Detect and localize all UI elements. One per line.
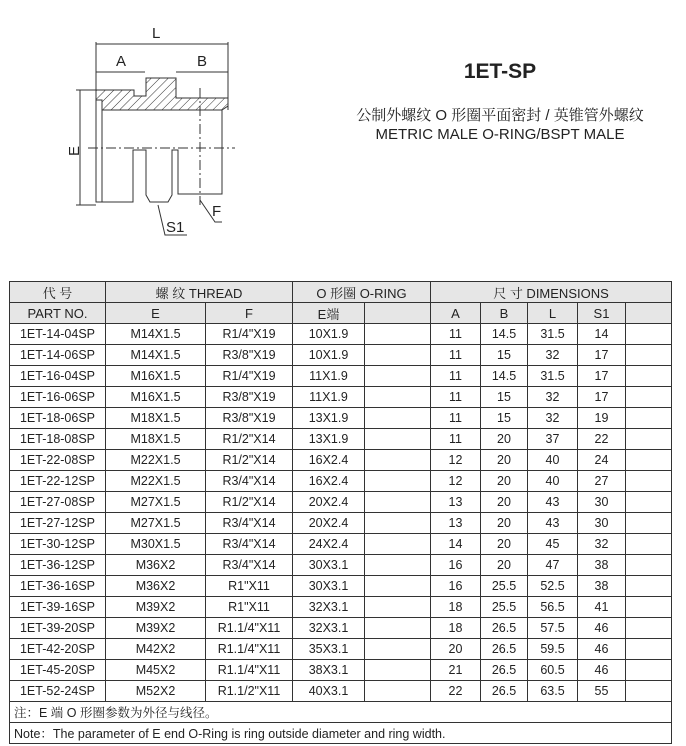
table-cell: R3/4"X14 <box>206 471 293 492</box>
table-cell: M22X1.5 <box>106 471 206 492</box>
table-cell: 20 <box>481 471 528 492</box>
note-row <box>10 702 672 723</box>
table-row <box>10 345 672 366</box>
table-cell: 59.5 <box>528 639 578 660</box>
column-header: E端 <box>293 303 365 324</box>
table-cell: 22 <box>578 429 626 450</box>
table-cell: R1.1/4"X11 <box>206 618 293 639</box>
column-header <box>365 303 431 324</box>
table-cell <box>365 513 431 534</box>
table-cell <box>626 597 672 618</box>
table-row <box>10 639 672 660</box>
column-header: S1 <box>578 303 626 324</box>
table-cell: 11 <box>431 345 481 366</box>
table-cell: 32 <box>528 387 578 408</box>
table-cell: R3/8"X19 <box>206 345 293 366</box>
table-cell: 1ET-30-12SP <box>10 534 106 555</box>
table-cell <box>365 429 431 450</box>
table-cell: 14 <box>431 534 481 555</box>
column-header: F <box>206 303 293 324</box>
dim-A-label: A <box>116 53 127 70</box>
table-cell: 15 <box>481 408 528 429</box>
table-row <box>10 681 672 702</box>
column-header: B <box>481 303 528 324</box>
table-cell <box>626 681 672 702</box>
table-cell: 32 <box>528 408 578 429</box>
table-cell: 19 <box>578 408 626 429</box>
table-cell: 11 <box>431 408 481 429</box>
table-cell <box>365 408 431 429</box>
table-cell: 26.5 <box>481 681 528 702</box>
table-cell: 12 <box>431 450 481 471</box>
table-cell: 26.5 <box>481 660 528 681</box>
table-cell: R1/2"X14 <box>206 450 293 471</box>
table-cell: 10X1.9 <box>293 324 365 345</box>
table-cell <box>626 387 672 408</box>
table-cell: R1.1/2"X11 <box>206 681 293 702</box>
dim-S1-label: S1 <box>166 219 185 236</box>
table-row <box>10 324 672 345</box>
table-cell <box>626 534 672 555</box>
table-cell: 20 <box>431 639 481 660</box>
table-cell: R1/4"X19 <box>206 366 293 387</box>
table-cell: 32X3.1 <box>293 618 365 639</box>
table-cell: 30X3.1 <box>293 555 365 576</box>
table-cell: 1ET-39-16SP <box>10 597 106 618</box>
table-cell <box>365 366 431 387</box>
table-cell: 40 <box>528 450 578 471</box>
table-cell: 13X1.9 <box>293 408 365 429</box>
table-cell: 11X1.9 <box>293 387 365 408</box>
table-cell: R3/4"X14 <box>206 555 293 576</box>
table-cell: 11 <box>431 366 481 387</box>
table-cell: M14X1.5 <box>106 324 206 345</box>
table-cell <box>626 513 672 534</box>
table-cell: 11X1.9 <box>293 366 365 387</box>
table-cell <box>626 576 672 597</box>
table-row <box>10 366 672 387</box>
table-cell: R3/8"X19 <box>206 408 293 429</box>
column-header <box>626 303 672 324</box>
header-oring: O 形圈 O-RING <box>293 282 431 303</box>
table-cell: 47 <box>528 555 578 576</box>
table-cell: R1.1/4"X11 <box>206 639 293 660</box>
table-cell: 46 <box>578 639 626 660</box>
table-cell: 1ET-14-04SP <box>10 324 106 345</box>
column-header: L <box>528 303 578 324</box>
table-cell: R3/4"X14 <box>206 534 293 555</box>
header-part: 代 号 <box>10 282 106 303</box>
table-cell: M18X1.5 <box>106 429 206 450</box>
table-cell: 1ET-14-06SP <box>10 345 106 366</box>
table-cell: 11 <box>431 324 481 345</box>
table-cell: 24X2.4 <box>293 534 365 555</box>
table-cell: M36X2 <box>106 576 206 597</box>
table-cell: 17 <box>578 387 626 408</box>
table-cell <box>626 429 672 450</box>
table-cell: M22X1.5 <box>106 450 206 471</box>
table-cell: M45X2 <box>106 660 206 681</box>
table-cell: 18 <box>431 597 481 618</box>
table-cell: 46 <box>578 618 626 639</box>
table-cell: 20 <box>481 534 528 555</box>
table-row <box>10 408 672 429</box>
table-cell: 55 <box>578 681 626 702</box>
table-cell: M52X2 <box>106 681 206 702</box>
table-cell <box>365 660 431 681</box>
table-cell: 12 <box>431 471 481 492</box>
table-cell: R1/2"X14 <box>206 492 293 513</box>
table-row <box>10 597 672 618</box>
table-cell: M27X1.5 <box>106 492 206 513</box>
table-cell: 13X1.9 <box>293 429 365 450</box>
table-row <box>10 618 672 639</box>
table-cell: M30X1.5 <box>106 534 206 555</box>
table-cell: 31.5 <box>528 324 578 345</box>
table-cell: 11 <box>431 429 481 450</box>
table-cell: 27 <box>578 471 626 492</box>
table-cell <box>365 618 431 639</box>
table-cell: 40 <box>528 471 578 492</box>
table-cell: 46 <box>578 660 626 681</box>
table-cell: 32X3.1 <box>293 597 365 618</box>
table-cell: 24 <box>578 450 626 471</box>
table-cell <box>365 534 431 555</box>
table-cell <box>365 345 431 366</box>
table-cell: R3/4"X14 <box>206 513 293 534</box>
table-cell: 31.5 <box>528 366 578 387</box>
table-cell: 1ET-16-06SP <box>10 387 106 408</box>
table-cell <box>365 324 431 345</box>
table-cell: 22 <box>431 681 481 702</box>
table-cell: 20X2.4 <box>293 492 365 513</box>
product-name-cn: 公制外螺纹 O 形圈平面密封 / 英锥管外螺纹 <box>356 107 644 124</box>
table-cell: 16 <box>431 576 481 597</box>
table-cell: 13 <box>431 513 481 534</box>
dim-L-label: L <box>152 25 161 42</box>
table-cell <box>365 555 431 576</box>
table-cell: M16X1.5 <box>106 387 206 408</box>
table-cell: 30 <box>578 513 626 534</box>
table-cell: M27X1.5 <box>106 513 206 534</box>
table-cell <box>365 492 431 513</box>
table-cell: 56.5 <box>528 597 578 618</box>
table-cell <box>626 555 672 576</box>
table-cell: 32 <box>528 345 578 366</box>
table-cell: 17 <box>578 345 626 366</box>
table-cell <box>626 324 672 345</box>
table-cell: 26.5 <box>481 639 528 660</box>
table-cell: 25.5 <box>481 597 528 618</box>
table-cell: R1/4"X19 <box>206 324 293 345</box>
table-cell: 20 <box>481 492 528 513</box>
header-thread: 螺 纹 THREAD <box>106 282 293 303</box>
table-cell: R3/8"X19 <box>206 387 293 408</box>
table-cell: 38 <box>578 555 626 576</box>
table-cell: 40X3.1 <box>293 681 365 702</box>
table-cell <box>365 450 431 471</box>
table-cell: 1ET-22-12SP <box>10 471 106 492</box>
table-cell: 16 <box>431 555 481 576</box>
table-cell <box>626 450 672 471</box>
table-cell: 25.5 <box>481 576 528 597</box>
group-header-row <box>10 282 672 303</box>
table-cell: 43 <box>528 492 578 513</box>
table-cell: 14.5 <box>481 366 528 387</box>
table-cell: 14 <box>578 324 626 345</box>
table-cell: M39X2 <box>106 597 206 618</box>
table-cell: 26.5 <box>481 618 528 639</box>
table-cell: R1.1/4"X11 <box>206 660 293 681</box>
table-cell: 10X1.9 <box>293 345 365 366</box>
table-cell: 45 <box>528 534 578 555</box>
table-cell: 1ET-39-20SP <box>10 618 106 639</box>
table-cell <box>365 681 431 702</box>
table-cell <box>626 408 672 429</box>
table-cell: 30 <box>578 492 626 513</box>
table-cell: 38 <box>578 576 626 597</box>
table-cell: M42X2 <box>106 639 206 660</box>
table-cell: 35X3.1 <box>293 639 365 660</box>
table-cell: 43 <box>528 513 578 534</box>
table-cell <box>365 471 431 492</box>
table-cell: 41 <box>578 597 626 618</box>
table-row <box>10 450 672 471</box>
table-cell <box>626 471 672 492</box>
table-cell: 11 <box>431 387 481 408</box>
spec-table <box>9 281 672 744</box>
table-cell <box>626 366 672 387</box>
table-cell <box>626 639 672 660</box>
column-header: A <box>431 303 481 324</box>
table-cell: 14.5 <box>481 324 528 345</box>
table-cell: M18X1.5 <box>106 408 206 429</box>
product-name-en: METRIC MALE O-RING/BSPT MALE <box>375 126 625 143</box>
table-cell: 20 <box>481 513 528 534</box>
table-cell: M16X1.5 <box>106 366 206 387</box>
table-cell: 1ET-36-16SP <box>10 576 106 597</box>
table-cell <box>365 576 431 597</box>
table-cell: R1"X11 <box>206 597 293 618</box>
table-cell <box>365 639 431 660</box>
table-cell: 1ET-16-04SP <box>10 366 106 387</box>
table-cell: 20 <box>481 555 528 576</box>
dim-E-label: E <box>66 145 83 156</box>
table-cell: 1ET-27-08SP <box>10 492 106 513</box>
table-cell: 20 <box>481 429 528 450</box>
table-cell: 15 <box>481 345 528 366</box>
header-dimensions: 尺 寸 DIMENSIONS <box>431 282 672 303</box>
table-cell <box>626 660 672 681</box>
table-cell: 32 <box>578 534 626 555</box>
table-row <box>10 471 672 492</box>
table-cell: 1ET-52-24SP <box>10 681 106 702</box>
table-cell <box>626 618 672 639</box>
fitting-drawing <box>40 10 240 236</box>
sub-header-row <box>10 303 672 324</box>
table-cell: 37 <box>528 429 578 450</box>
table-cell: 16X2.4 <box>293 471 365 492</box>
table-cell <box>626 492 672 513</box>
table-cell: 60.5 <box>528 660 578 681</box>
table-cell: 1ET-18-06SP <box>10 408 106 429</box>
table-cell: 1ET-22-08SP <box>10 450 106 471</box>
table-cell: 15 <box>481 387 528 408</box>
dim-B-label: B <box>197 53 208 70</box>
note-text: 注：E 端 O 形圈参数为外径与线径。 <box>10 702 672 723</box>
table-cell: M14X1.5 <box>106 345 206 366</box>
table-cell: 1ET-18-08SP <box>10 429 106 450</box>
table-cell: R1"X11 <box>206 576 293 597</box>
table-cell: 1ET-36-12SP <box>10 555 106 576</box>
table-cell <box>365 597 431 618</box>
dim-F-label: F <box>212 203 222 220</box>
table-cell: 38X3.1 <box>293 660 365 681</box>
table-cell <box>365 387 431 408</box>
table-row <box>10 492 672 513</box>
table-cell: 13 <box>431 492 481 513</box>
table-cell: 18 <box>431 618 481 639</box>
table-cell: R1/2"X14 <box>206 429 293 450</box>
product-code: 1ET-SP <box>463 60 537 83</box>
table-cell: 63.5 <box>528 681 578 702</box>
table-row <box>10 576 672 597</box>
table-row <box>10 534 672 555</box>
table-cell: 21 <box>431 660 481 681</box>
table-cell: 1ET-27-12SP <box>10 513 106 534</box>
table-cell: 57.5 <box>528 618 578 639</box>
table-row <box>10 387 672 408</box>
column-header: PART NO. <box>10 303 106 324</box>
table-cell <box>626 345 672 366</box>
table-cell: 1ET-42-20SP <box>10 639 106 660</box>
table-cell: 52.5 <box>528 576 578 597</box>
table-cell: 20X2.4 <box>293 513 365 534</box>
table-cell: 17 <box>578 366 626 387</box>
note-row <box>10 723 672 744</box>
table-cell: 16X2.4 <box>293 450 365 471</box>
column-header: E <box>106 303 206 324</box>
table-row <box>10 555 672 576</box>
table-row <box>10 660 672 681</box>
note-text: Note：The parameter of E end O-Ring is ring outside diameter and ring width. <box>10 723 672 744</box>
table-cell: 30X3.1 <box>293 576 365 597</box>
table-cell: M39X2 <box>106 618 206 639</box>
table-row <box>10 429 672 450</box>
table-cell: 20 <box>481 450 528 471</box>
table-cell: 1ET-45-20SP <box>10 660 106 681</box>
table-cell: M36X2 <box>106 555 206 576</box>
table-row <box>10 513 672 534</box>
